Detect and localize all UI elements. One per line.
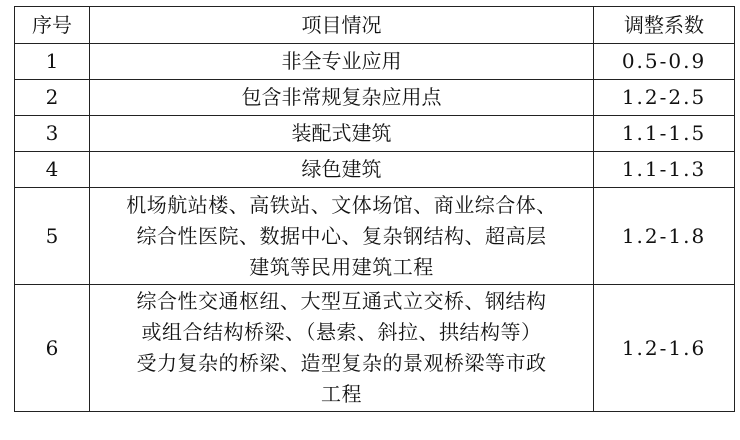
- row-item: [90, 285, 594, 412]
- row-item-line: 综合性医院、数据中心、复杂钢结构、超高层: [136, 223, 547, 248]
- table-row: [15, 285, 735, 412]
- row-number: 5: [15, 188, 90, 285]
- header-no: 序号: [15, 7, 90, 44]
- row-number: 2: [15, 80, 90, 116]
- row-item: 包含非常规复杂应用点: [90, 80, 594, 116]
- row-item: 绿色建筑: [90, 152, 594, 188]
- table-row: [15, 188, 735, 285]
- adjustment-coefficient-table: [14, 6, 735, 412]
- row-item: [90, 188, 594, 285]
- row-number: 1: [15, 44, 90, 80]
- row-item-line: 综合性交通枢纽、大型互通式立交桥、钢结构: [136, 289, 547, 313]
- table-row: [15, 44, 735, 80]
- row-coefficient: 1.2-2.5: [594, 80, 735, 116]
- row-item-line: 建筑等民用建筑工程: [249, 254, 434, 279]
- row-coefficient: 0.5-0.9: [594, 44, 735, 80]
- table-row: [15, 116, 735, 152]
- row-coefficient: 1.2-1.6: [594, 285, 735, 412]
- header-item: 项目情况: [90, 7, 594, 44]
- table-row: [15, 80, 735, 116]
- row-item-line: 机场航站楼、高铁站、文体场馆、商业综合体、: [126, 192, 557, 217]
- row-number: 3: [15, 116, 90, 152]
- table-header-row: [15, 7, 735, 44]
- row-coefficient: 1.1-1.3: [594, 152, 735, 188]
- header-coef: 调整系数: [594, 7, 735, 44]
- row-number: 4: [15, 152, 90, 188]
- row-item: 非全专业应用: [90, 44, 594, 80]
- row-number: 6: [15, 285, 90, 412]
- row-item-line: 或组合结构桥梁、（悬索、斜拉、拱结构等）: [141, 320, 542, 344]
- row-item-line: 工程: [321, 382, 362, 406]
- row-coefficient: 1.2-1.8: [594, 188, 735, 285]
- table-row: [15, 152, 735, 188]
- row-coefficient: 1.1-1.5: [594, 116, 735, 152]
- row-item-line: 受力复杂的桥梁、造型复杂的景观桥梁等市政: [136, 351, 547, 375]
- row-item: 装配式建筑: [90, 116, 594, 152]
